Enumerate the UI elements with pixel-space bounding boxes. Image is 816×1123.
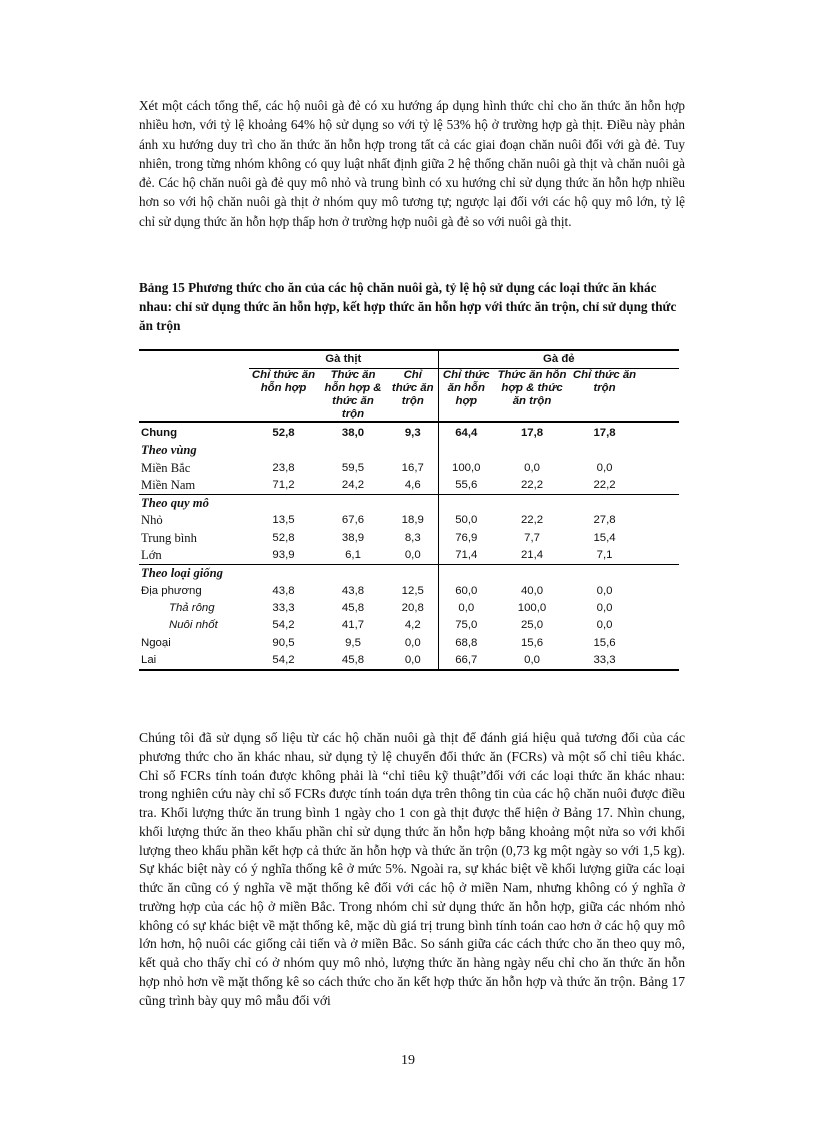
table-cell: 24,2 xyxy=(341,478,365,491)
table-caption: Bảng 15 Phương thức cho ăn của các hộ chăn nuôi gà, tỷ lệ hộ sử dụng các loại thức ăn khác nhau: chỉ sử dụng thức ăn hỗn hợp, kết hợp thức ăn hỗn hợp với thức ăn trộn, chỉ sử dụng thức ăn trộn xyxy=(139,280,677,333)
table-cell: 9,5 xyxy=(345,636,361,649)
section-heading: Theo quy mô xyxy=(139,495,249,513)
table-cell: 43,8 xyxy=(341,584,365,597)
table-cell: 22,2 xyxy=(520,478,544,491)
table-cell: 67,6 xyxy=(341,514,365,527)
table-cell: 0,0 xyxy=(438,600,494,617)
table-cell: 18,9 xyxy=(401,514,424,527)
table-row xyxy=(139,617,679,634)
table-cell: 15,6 xyxy=(593,636,616,649)
table-cell: 7,1 xyxy=(596,549,613,562)
table-cell: 60,0 xyxy=(438,583,494,600)
table-row xyxy=(139,652,679,670)
table-cell: 25,0 xyxy=(520,619,544,632)
table-cell: 38,9 xyxy=(341,531,365,544)
table-cell: 16,7 xyxy=(401,461,424,474)
table-cell: 0,0 xyxy=(596,601,613,614)
table-cell: 15,6 xyxy=(520,636,544,649)
table-cell: 4,2 xyxy=(404,619,421,632)
table-row xyxy=(139,547,679,565)
table-row xyxy=(139,460,679,477)
table-cell: 33,3 xyxy=(593,653,616,666)
table-cell: 52,8 xyxy=(272,427,295,439)
table-cell: 75,0 xyxy=(438,617,494,634)
body-paragraph: Chúng tôi đã sử dụng số liệu từ các hộ chăn nuôi gà thịt để đánh giá hiệu quả tương đối của các phương thức cho ăn khác nhau, sử dụng tỷ lệ chuyển đổi thức ăn (FCRs) và một số chỉ tiêu khác. Chỉ số FCRs tính toán được không phải là “chỉ tiêu kỹ thuật”đối với các loại thức ăn khác nhau: trong nghiên cứu này chỉ số FCRs được tính toán dựa trên thông tin của các hộ chăn nuôi được điều tra. Khối lượng thức ăn trung bình 1 ngày cho 1 con gà thịt được thể hiện ở Bảng 17. Nhìn chung, khối lượng thức ăn theo khẩu phần chỉ sử dụng thức ăn hỗn hợp bằng khoảng một nửa so với khối lượng theo khẩu phần kết hợp cả thức ăn hỗn hợp và thức ăn trộn (0,73 kg một ngày so với 1,5 kg). Sự khác biệt này có ý nghĩa thống kê ở mức 5%. Ngoài ra, sự khác biệt về khối lượng giữa các loại thức ăn cũng có ý nghĩa về mặt thống kê đối với các hộ ở miền Nam, nhưng không có ý nghĩa ở trường hợp của các hộ ở miền Bắc. Trong nhóm chỉ sử dụng thức ăn hỗn hợp, giữa các nhóm nhỏ không có sự khác biệt về mặt thống kê, mặc dù giá trị trung bình tính toán cao hơn ở các hộ quy mô lớn hơn, hộ nuôi các giống cải tiến và ở miền Bắc. So sánh giữa các cách thức cho ăn theo quy mô, kết quả cho thấy chỉ có ở nhóm quy mô nhỏ, lượng thức ăn hàng ngày nếu chỉ cho ăn thức ăn hỗn hợp nhỏ hơn về mặt thống kê so cách thức cho ăn kết hợp thức ăn hỗn hợp và thức ăn trộn. Bảng 17 cũng trình bày quy mô mẫu đối với xyxy=(139,730,685,1008)
table-cell: 54,2 xyxy=(272,619,295,632)
table-cell: 22,2 xyxy=(593,478,616,491)
sub-header-row xyxy=(139,369,679,423)
section-heading-row xyxy=(139,442,679,459)
table-cell: 76,9 xyxy=(438,530,494,547)
table-cell: 64,4 xyxy=(438,422,494,442)
table-cell: 13,5 xyxy=(272,514,295,527)
table-cell: 54,2 xyxy=(272,653,295,666)
table-row xyxy=(139,583,679,600)
table-cell: 52,8 xyxy=(272,531,295,544)
table-cell: 22,2 xyxy=(520,514,544,527)
section-heading-row xyxy=(139,565,679,583)
column-header: Chỉ thức ăn trộn xyxy=(388,369,438,423)
table-cell: 43,8 xyxy=(272,584,295,597)
table-cell: 50,0 xyxy=(438,512,494,529)
table-cell: 59,5 xyxy=(341,461,365,474)
table-cell: 17,8 xyxy=(593,427,616,439)
column-header: Thức ăn hỗn hợp & thức ăn trộn xyxy=(494,369,570,423)
row-label: Miền Bắc xyxy=(141,460,191,475)
row-label: Chung xyxy=(141,427,178,439)
feeding-method-table xyxy=(139,349,679,671)
table-cell: 93,9 xyxy=(272,549,295,562)
row-label: Nuôi nhốt xyxy=(169,619,218,632)
table-cell: 17,8 xyxy=(520,427,544,439)
table-cell: 6,1 xyxy=(345,549,361,562)
table-row-overall xyxy=(139,422,679,442)
table-cell: 0,0 xyxy=(596,461,613,474)
column-header: Thức ăn hỗn hợp & thức ăn trộn xyxy=(318,369,388,423)
intro-paragraph: Xét một cách tổng thể, các hộ nuôi gà đẻ có xu hướng áp dụng hình thức chỉ cho ăn thức ăn hỗn hợp nhiều hơn, với tỷ lệ khoảng 64% hộ sử dụng so với tỷ lệ 53% hộ ở trường hợp gà thịt. Điều này phản ánh xu hướng duy trì cho ăn thức ăn hỗn hợp trong tất cả các giai đoạn chăn nuôi đối với gà đẻ. Tuy nhiên, trong từng nhóm không có quy luật nhất định giữa 2 hệ thống chăn nuôi gà thịt và chăn nuôi gà đẻ. Các hộ chăn nuôi gà đẻ quy mô nhỏ và trung bình có xu hướng chỉ sử dụng thức ăn hỗn hợp nhiều hơn so với hộ chăn nuôi gà thịt ở nhóm quy mô tương tự; ngược lại đối với các hộ quy mô lớn, tỷ lệ chỉ sử dụng thức ăn hỗn hợp thấp hơn ở trường hợp nuôi gà đẻ so với nuôi gà thịt. xyxy=(139,98,685,229)
table-row xyxy=(139,600,679,617)
table-cell: 0,0 xyxy=(404,549,421,562)
column-header: Chỉ thức ăn trộn xyxy=(570,369,639,423)
group-header-broiler: Gà thịt xyxy=(249,350,438,369)
column-header: Chỉ thức ăn hỗn hợp xyxy=(249,369,318,423)
table-cell: 0,0 xyxy=(404,653,421,666)
group-header-row xyxy=(139,350,679,369)
table-cell: 100,0 xyxy=(438,460,494,477)
group-header-layer: Gà đẻ xyxy=(438,350,679,369)
table-cell: 40,0 xyxy=(520,584,544,597)
table-cell: 55,6 xyxy=(438,477,494,495)
table-cell: 0,0 xyxy=(596,584,613,597)
table-cell: 71,4 xyxy=(438,547,494,565)
table-cell: 0,0 xyxy=(404,636,421,649)
table-cell: 38,0 xyxy=(341,427,365,439)
row-label: Miền Nam xyxy=(141,477,196,492)
row-label: Địa phương xyxy=(141,584,202,597)
table-cell: 8,3 xyxy=(404,531,421,544)
table-cell: 4,6 xyxy=(404,478,421,491)
table-cell: 0,0 xyxy=(524,461,540,474)
table-cell: 71,2 xyxy=(272,478,295,491)
table-cell: 15,4 xyxy=(593,531,616,544)
row-label: Ngoại xyxy=(141,636,171,649)
table-row xyxy=(139,530,679,547)
table-cell: 45,8 xyxy=(341,601,365,614)
table-cell: 12,5 xyxy=(401,584,424,597)
table-cell: 23,8 xyxy=(272,461,295,474)
table-cell: 90,5 xyxy=(272,636,295,649)
table-cell: 66,7 xyxy=(438,652,494,670)
table-cell: 33,3 xyxy=(272,601,295,614)
table-cell: 9,3 xyxy=(404,427,421,439)
section-heading-row xyxy=(139,495,679,513)
row-label: Lớn xyxy=(141,548,162,563)
column-header: Chỉ thức ăn hỗn hợp xyxy=(438,369,494,423)
table-cell: 27,8 xyxy=(593,514,616,527)
table-cell: 41,7 xyxy=(341,619,365,632)
section-heading: Theo loại giống xyxy=(139,565,249,583)
row-label: Lai xyxy=(141,653,157,666)
table-row xyxy=(139,635,679,652)
table-cell: 68,8 xyxy=(438,635,494,652)
table-cell: 7,7 xyxy=(524,531,540,544)
table-cell: 21,4 xyxy=(520,549,544,562)
table-cell: 100,0 xyxy=(517,601,547,614)
row-label: Trung bình xyxy=(141,530,197,545)
table-cell: 0,0 xyxy=(596,619,613,632)
table-row xyxy=(139,512,679,529)
row-label: Thả rông xyxy=(169,601,215,614)
row-label: Nhỏ xyxy=(141,513,163,528)
section-heading: Theo vùng xyxy=(141,443,197,458)
page-number: 19 xyxy=(401,1053,415,1068)
table-cell: 20,8 xyxy=(401,601,424,614)
table-cell: 0,0 xyxy=(524,653,540,666)
table-cell: 45,8 xyxy=(341,653,365,666)
table-row xyxy=(139,477,679,495)
